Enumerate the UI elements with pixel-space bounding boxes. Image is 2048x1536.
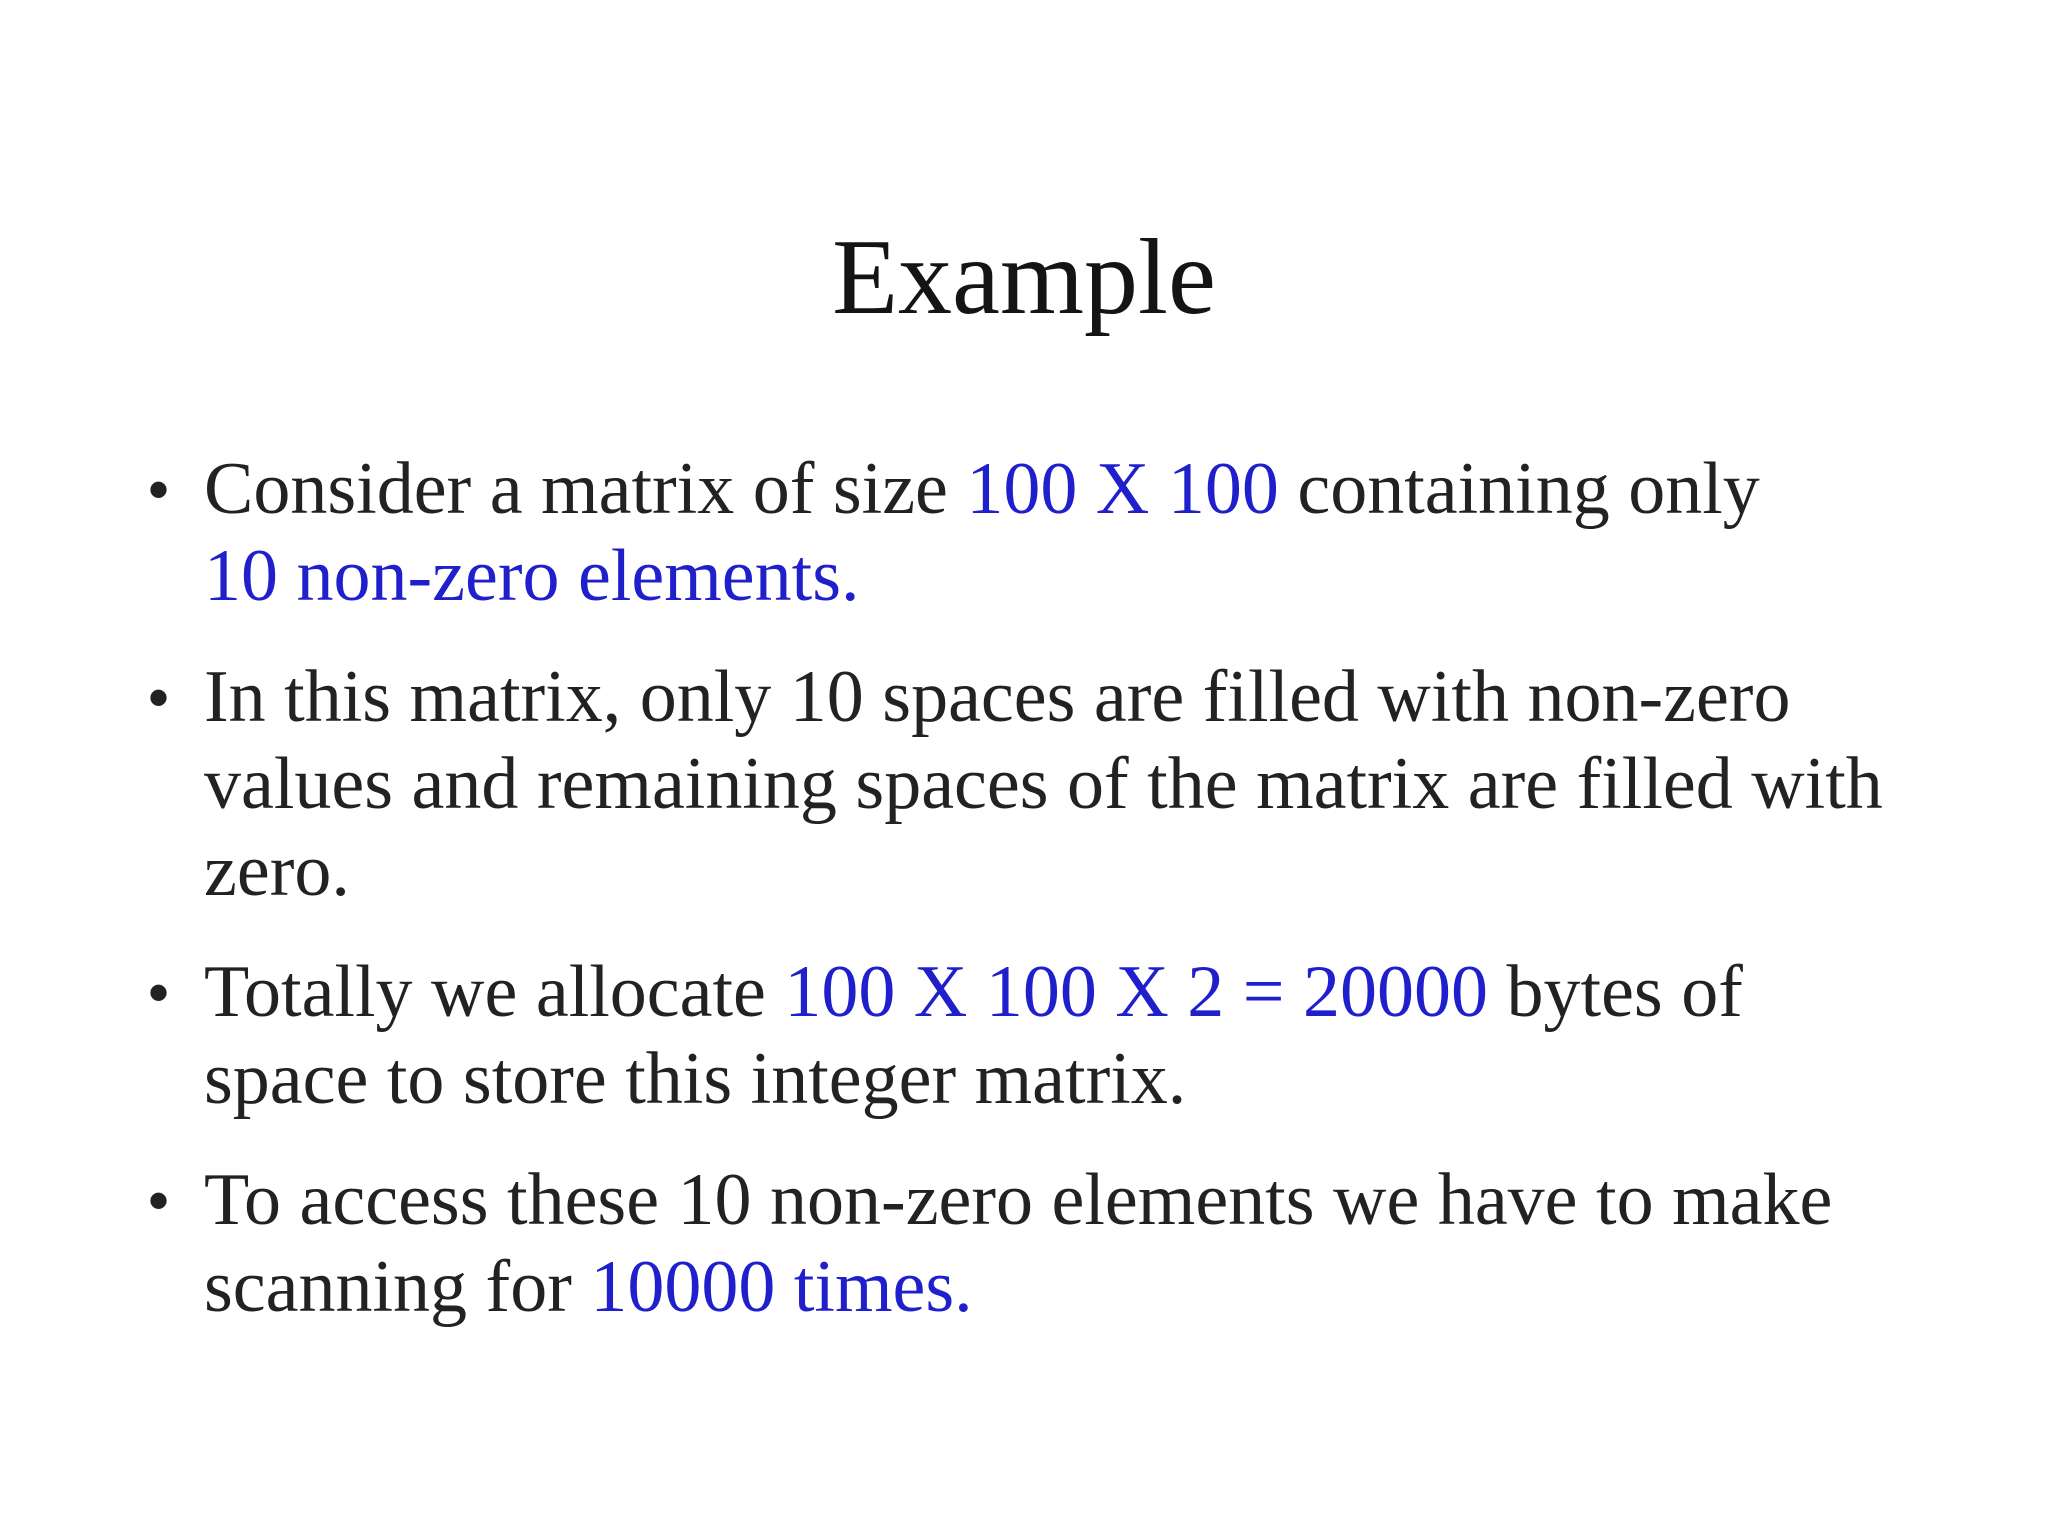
highlighted-text: 10000 times. [590,1246,973,1328]
bullet-icon: • [148,664,170,731]
bullet-text-part: In this matrix, only 10 spaces are filled with non-zero values and remaining spaces of the matrix are filled with zero. [204,656,1883,912]
bullet-icon: • [148,959,170,1026]
bullet-list [148,446,1908,1365]
bullet-text-part: Totally we allocate [204,951,785,1033]
bullet-text [204,448,1760,617]
bullet-item [148,949,1908,1123]
bullet-icon: • [148,1167,170,1234]
bullet-text [204,656,1883,912]
slide-title: Example [832,218,1216,337]
highlighted-text: 100 X 100 X 2 = 20000 [784,951,1489,1033]
highlighted-text: 100 X 100 [966,448,1279,530]
bullet-text-part: Consider a matrix of size [204,448,967,530]
bullet-text-part: containing only [1278,448,1760,530]
highlighted-text: 10 non-zero elements. [204,535,860,617]
bullet-text [204,1159,1832,1328]
bullet-text [204,951,1743,1120]
bullet-icon: • [148,456,170,523]
bullet-item [148,654,1908,915]
bullet-item [148,1157,1908,1331]
bullet-text-part: bytes of space to store this integer matrix. [204,951,1743,1120]
bullet-item [148,446,1908,620]
bullet-text-part: To access these 10 non-zero elements we have to make scanning for [204,1159,1833,1328]
